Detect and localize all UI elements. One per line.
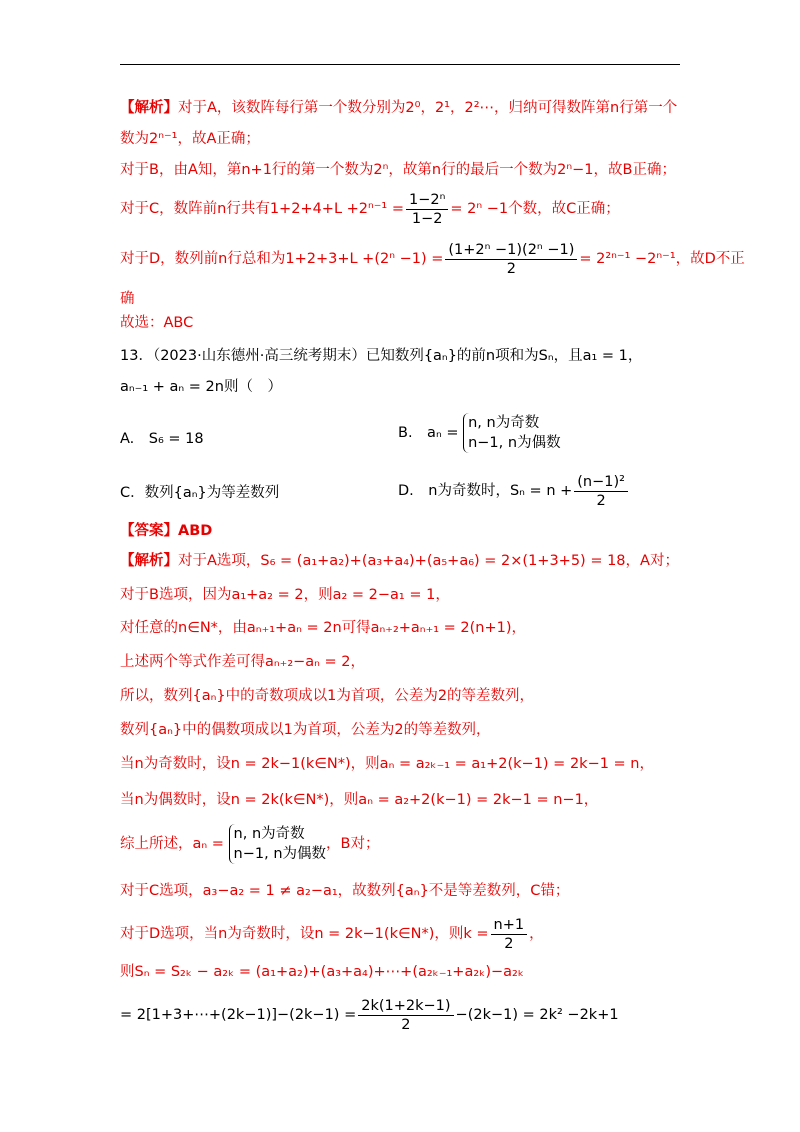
option-b-label: B. aₙ = — [398, 425, 459, 441]
q13-option-a: A. S₆ = 18 — [120, 431, 204, 447]
option-d-label: D. n为奇数时，Sₙ = n + — [398, 483, 573, 499]
sol-line-13-right: −(2k−1) = 2k² −2k+1 — [455, 1007, 619, 1023]
frac-numerator: 2k(1+2k−1) — [358, 997, 453, 1016]
p12-line-4-right: = 2ⁿ −1个数，故C正确； — [450, 201, 620, 217]
answer-value: ABD — [178, 523, 213, 539]
frac-denominator: 2 — [401, 1016, 411, 1033]
frac-numerator: 1−2ⁿ — [406, 191, 448, 210]
sol-line-6: 数列{aₙ}中的偶数项成以1为首项，公差为2的等差数列， — [120, 722, 491, 738]
analysis-label: 【解析】 — [120, 553, 178, 569]
sol-line-7: 当n为奇数时，设n = 2k−1(k∈N*)，则aₙ = a₂ₖ₋₁ = a₁+2(k−1) = 2k−1 = n， — [120, 756, 654, 772]
sol-line-11 — [120, 915, 544, 953]
p12-line-1 — [120, 97, 677, 119]
p12-line-4 — [120, 190, 620, 228]
q13-option-d — [398, 470, 630, 512]
p12-line-4-left: 对于C，数阵前n行共有1+2+4+L +2ⁿ⁻¹ = — [120, 201, 405, 217]
option-b-cases — [463, 413, 560, 453]
sol-line-3: 对任意的n∈N*，由aₙ₊₁+aₙ = 2n可得aₙ₊₂+aₙ₊₁ = 2(n+1)， — [120, 620, 527, 636]
sol-line-13 — [120, 995, 619, 1035]
sol-line-12: 则Sₙ = S₂ₖ − a₂ₖ = (a₁+a₂)+(a₃+a₄)+⋯+(a₂ₖ₋₁+a₂ₖ)−a₂ₖ — [120, 964, 525, 980]
p12-line-6: 确 — [120, 291, 135, 307]
frac-numerator: (n−1)² — [574, 473, 628, 492]
case-even: n−1, n为偶数 — [233, 846, 327, 862]
p12-line-3: 对于B，由A知，第n+1行的第一个数为2ⁿ，故第n行的最后一个数为2ⁿ−1，故B正确； — [120, 162, 676, 178]
p12-line-5 — [120, 239, 745, 279]
summary-cases — [229, 824, 326, 864]
q13-option-b — [398, 412, 561, 454]
sol-line-1 — [120, 550, 679, 572]
frac-denominator: 2 — [596, 492, 606, 509]
sol-line-5: 所以，数列{aₙ}中的奇数项成以1为首项，公差为2的等差数列， — [120, 688, 535, 704]
sol-text-1: 对于A选项，S₆ = (a₁+a₂)+(a₃+a₄)+(a₅+a₆) = 2×(1+3+5) = 18，A对； — [178, 553, 679, 569]
sol-line-8: 当n为偶数时，设n = 2k(k∈N*)，则aₙ = a₂+2(k−1) = 2k−1 = n−1， — [120, 792, 599, 808]
option-d-fraction — [574, 473, 628, 510]
header-rule — [120, 64, 680, 65]
p12-line-2: 数为2ⁿ⁻¹，故A正确； — [120, 131, 260, 147]
frac-numerator: (1+2ⁿ −1)(2ⁿ −1) — [445, 241, 577, 260]
sum-fraction — [358, 997, 453, 1034]
p12-fraction-c — [406, 191, 448, 228]
p12-line-5-left: 对于D，数列前n行总和为1+2+3+L +(2ⁿ −1) = — [120, 251, 444, 267]
frac-denominator: 1−2 — [411, 210, 443, 227]
p12-text-1: 对于A，该数阵每行第一个数分别为2⁰，2¹，2²⋯，归纳可得数阵第n行第一个 — [178, 100, 678, 116]
answer-line — [120, 520, 212, 542]
k-fraction — [491, 916, 528, 953]
case-odd: n, n为奇数 — [468, 415, 540, 431]
q13-option-c: C．数列{aₙ}为等差数列 — [120, 485, 280, 501]
sol-line-10: 对于C选项，a₃−a₂ = 1 ≠ a₂−a₁，故数列{aₙ}不是等差数列，C错； — [120, 883, 570, 899]
p12-fraction-d — [445, 241, 577, 278]
frac-denominator: 2 — [506, 260, 516, 277]
q13-stem-2: aₙ₋₁ + aₙ = 2n则（ ） — [120, 379, 282, 395]
sol-line-9 — [120, 822, 379, 866]
sol-line-11-left: 对于D选项，当n为奇数时，设n = 2k−1(k∈N*)，则k = — [120, 926, 489, 942]
p12-choice: 故选：ABC — [120, 315, 194, 331]
sol-line-11-right: ， — [529, 926, 544, 942]
sol-line-4: 上述两个等式作差可得aₙ₊₂−aₙ = 2， — [120, 654, 366, 670]
answer-label: 【答案】 — [120, 523, 178, 539]
sol-line-2: 对于B选项，因为a₁+a₂ = 2，则a₂ = 2−a₁ = 1， — [120, 587, 450, 603]
q13-stem-1: 13．（2023·山东德州·高三统考期末）已知数列{aₙ}的前n项和为Sₙ，且a₁ = 1， — [120, 348, 643, 364]
p12-line-5-right: = 2²ⁿ⁻¹ −2ⁿ⁻¹，故D不正 — [579, 251, 745, 267]
case-odd: n, n为奇数 — [233, 826, 305, 842]
frac-numerator: n+1 — [491, 916, 528, 935]
summary-tail: ，B对； — [326, 836, 380, 852]
case-even: n−1, n为偶数 — [468, 435, 561, 451]
sol-line-13-left: = 2[1+3+⋯+(2k−1)]−(2k−1) = — [120, 1007, 357, 1023]
analysis-label: 【解析】 — [120, 100, 178, 116]
summary-label: 综上所述，aₙ = — [120, 836, 224, 852]
frac-denominator: 2 — [504, 935, 514, 952]
